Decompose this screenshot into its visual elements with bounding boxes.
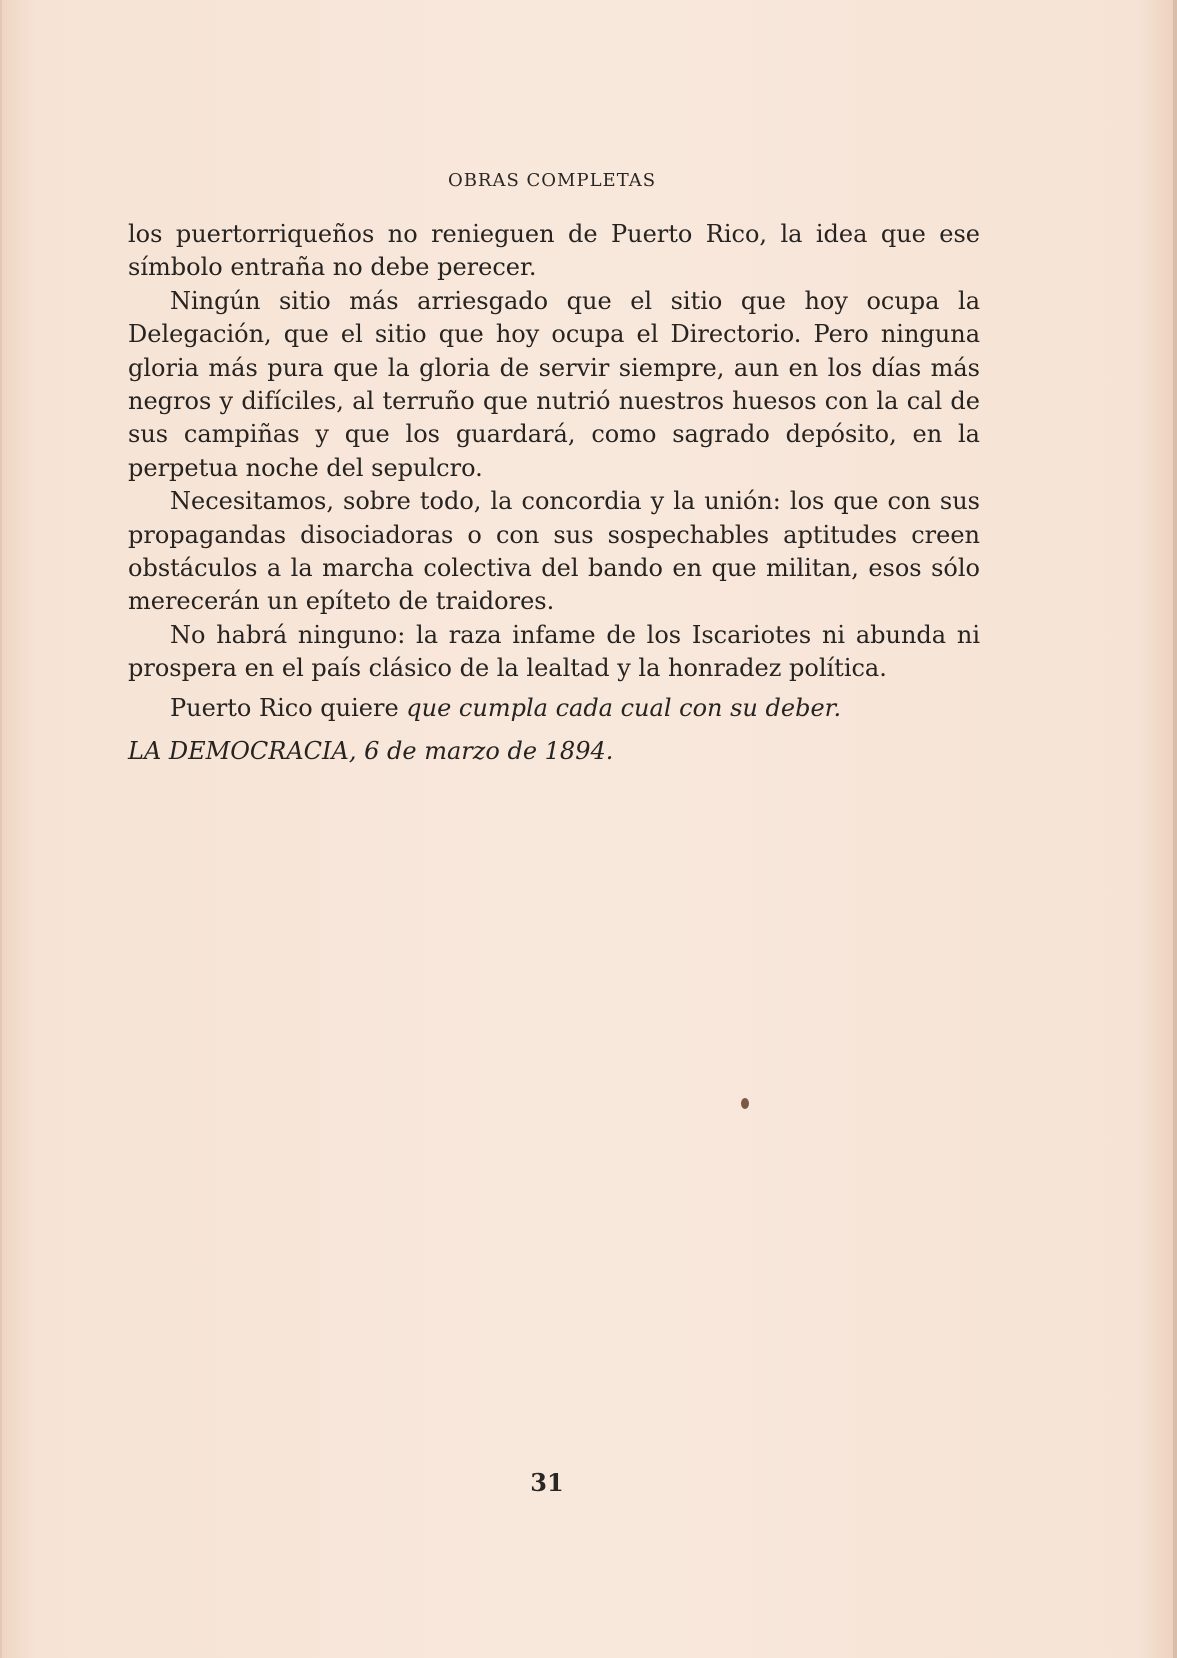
- paragraph-2: Ningún sitio más arriesgado que el sitio que hoy ocupa la Delegación, que el sitio que hoy ocupa el Directorio. Pero ninguna gloria más pura que la gloria de servir siempre, aun en los días más negros y difíciles, al terruño que nutrió nuestros huesos con la cal de sus campiñas y que los guardará, como sagrado depósito, en la perpetua noche del sepulcro.: [128, 286, 980, 482]
- article-body: [128, 218, 980, 725]
- paragraph-1: los puertorriqueños no renieguen de Puerto Rico, la idea que ese símbolo entraña no debe perecer.: [128, 220, 980, 282]
- running-head: OBRAS COMPLETAS: [447, 170, 657, 191]
- page-number: 31: [530, 1468, 564, 1497]
- paragraph-4: No habrá ninguno: la raza infame de los Iscariotes ni abunda ni prospera en el país clásico de la lealtad y la honradez política.: [128, 620, 980, 683]
- paragraph-5-text: Puerto Rico quiere: [170, 693, 407, 722]
- paper-stain: [741, 1098, 749, 1109]
- source-signature: LA DEMOCRACIA, 6 de marzo de 1894.: [128, 737, 614, 765]
- paragraph-3: Necesitamos, sobre todo, la concordia y la unión: los que con sus propagandas disociadoras o con sus sospechables aptitudes creen obstáculos a la marcha colectiva del bando en que militan, esos sólo merecerán un epíteto de traidores.: [128, 487, 980, 616]
- paragraph-5: [128, 692, 980, 725]
- paragraph-5-emphasis: que cumpla cada cual con su deber.: [406, 693, 842, 722]
